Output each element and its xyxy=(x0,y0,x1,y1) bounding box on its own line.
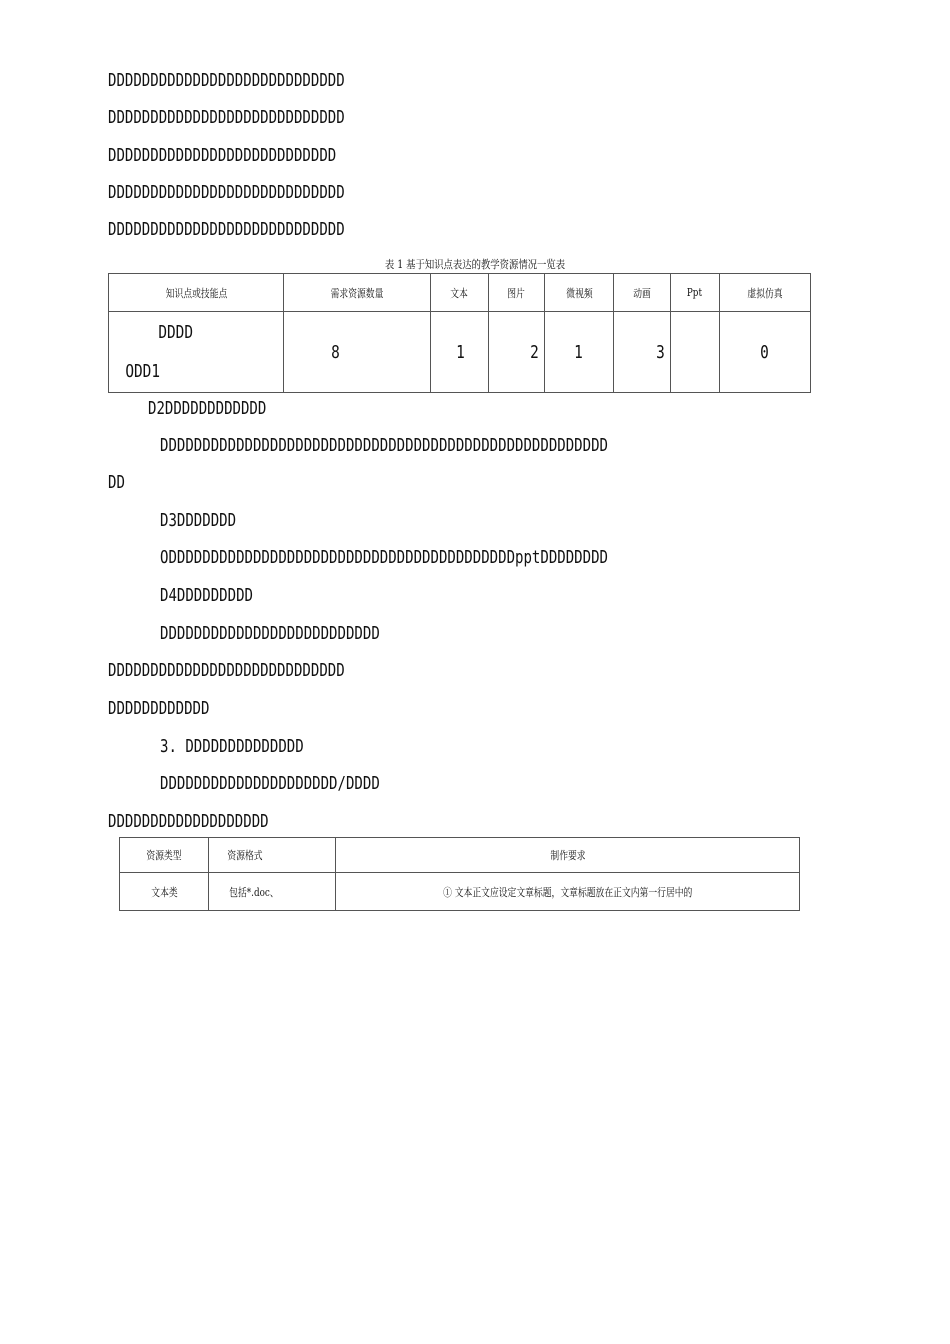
paragraph-line: DDDDDDDDDDDDDDDDDDDDDDDDDD xyxy=(160,623,380,644)
header-vr: 虚拟仿真 xyxy=(719,274,810,312)
paragraph-line: DDDDDDDDDDDDDDDDDDDDDDDDDDDD xyxy=(108,107,345,128)
cell-ppt xyxy=(670,312,719,393)
cell-text: 1 xyxy=(430,312,488,393)
cell-knowledge-point: DDDD ODD1 xyxy=(109,312,284,393)
table1-caption: 表 1 基于知识点表达的教学资源情况一览表 xyxy=(384,258,566,271)
paragraph-line: DD xyxy=(108,472,125,493)
cell-vr: 0 xyxy=(719,312,810,393)
paragraph-line: ODDDDDDDDDDDDDDDDDDDDDDDDDDDDDDDDDDDDDDDDDpptDDDDDDDD xyxy=(160,547,609,568)
paragraph-line: DDDDDDDDDDDDDDDDDDDDDDDDDDDD xyxy=(108,660,345,681)
paragraph-line: D3DDDDDDD xyxy=(160,510,237,531)
header-resource-format: 资源格式 xyxy=(209,838,336,873)
paragraph-line: DDDDDDDDDDDD xyxy=(108,698,210,719)
paragraph-line: DDDDDDDDDDDDDDDDDDDDDDDDDDDD xyxy=(108,70,345,91)
cell-video: 1 xyxy=(545,312,614,393)
header-requirement: 制作要求 xyxy=(336,838,800,873)
paragraph-line: DDDDDDDDDDDDDDDDDDD xyxy=(108,811,269,832)
cell-requirement: ① 文本正文应设定文章标题，文章标题放在正文内第一行居中的 xyxy=(336,873,800,911)
resource-format-table xyxy=(119,837,800,911)
table-header-row xyxy=(109,274,811,312)
resource-summary-table xyxy=(108,273,811,393)
cell-image: 2 xyxy=(488,312,545,393)
table-header-row xyxy=(120,838,800,873)
table-row xyxy=(120,873,800,911)
cell-animation: 3 xyxy=(614,312,671,393)
header-animation: 动画 xyxy=(614,274,671,312)
header-ppt: Ppt xyxy=(670,274,719,312)
paragraph-line: DDDDDDDDDDDDDDDDDDDDD/DDDD xyxy=(160,773,380,794)
paragraph-line: DDDDDDDDDDDDDDDDDDDDDDDDDDDD xyxy=(108,182,345,203)
paragraph-line: D4DDDDDDDDD xyxy=(160,585,253,606)
paragraph-line: DDDDDDDDDDDDDDDDDDDDDDDDDDDDDDDDDDDDDDDDDDDDDDDDDDDDD xyxy=(160,435,609,456)
paragraph-line: D2DDDDDDDDDDDD xyxy=(148,398,267,419)
header-knowledge-point: 知识点或技能点 xyxy=(109,274,284,312)
header-resource-count: 需求资源数量 xyxy=(284,274,430,312)
cell-resource-count: 8 xyxy=(284,312,430,393)
section-heading: 3. DDDDDDDDDDDDDD xyxy=(160,736,304,757)
header-image: 图片 xyxy=(488,274,545,312)
table-row xyxy=(109,312,811,393)
header-resource-type: 资源类型 xyxy=(120,838,209,873)
paragraph-line: DDDDDDDDDDDDDDDDDDDDDDDDDDDD xyxy=(108,219,345,240)
header-text: 文本 xyxy=(430,274,488,312)
header-video: 微视频 xyxy=(545,274,614,312)
paragraph-line: DDDDDDDDDDDDDDDDDDDDDDDDDDD xyxy=(108,145,337,166)
cell-resource-type: 文本类 xyxy=(120,873,209,911)
cell-resource-format: 包括*.doc、 xyxy=(209,873,336,911)
